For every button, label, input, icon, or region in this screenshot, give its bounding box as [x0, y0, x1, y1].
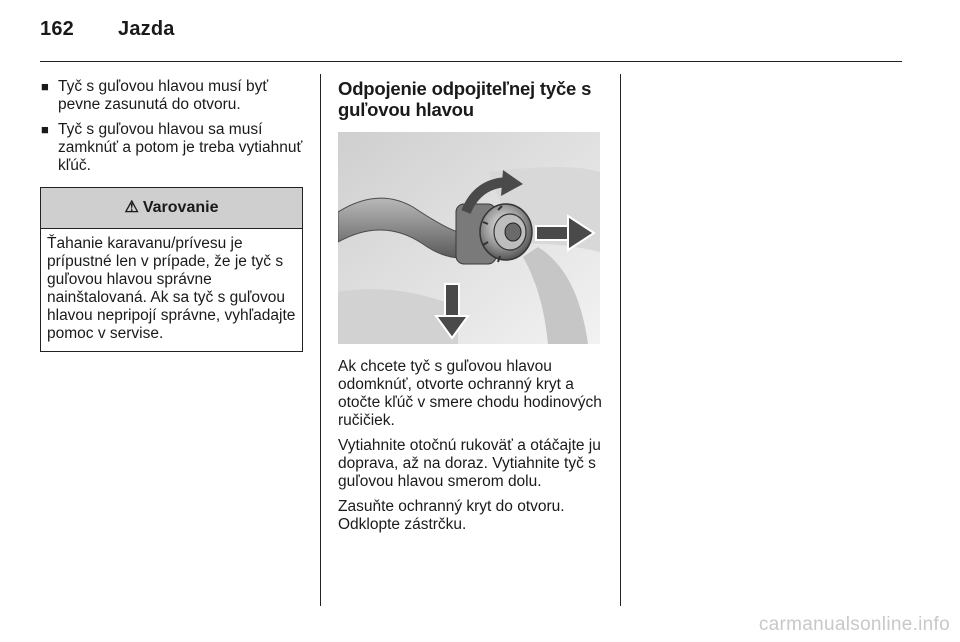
- towbar-illustration: [338, 132, 600, 344]
- left-column: [40, 78, 305, 352]
- instruction-paragraph: Vytiahnite otočnú rukoväť a otáčajte ju doprava, až na doraz. Vytiahnite tyč s guľovou hlavou smerom dolu.: [338, 437, 601, 490]
- warning-text: Ťahanie karavanu/prívesu je prípustné len v prípade, že je tyč s guľovou hlavou správne nainštalovaná. Ak sa tyč s guľovou hlavou nepripojí správne, vyhľadajte pomoc v servise.: [47, 235, 296, 342]
- section-heading: Odpojenie odpojiteľnej tyče s guľovou hlavou: [338, 78, 592, 120]
- right-column: [338, 78, 603, 541]
- bullet-square-icon: ■: [41, 122, 49, 137]
- bullet-text: Tyč s guľovou hlavou sa musí zamknúť a potom je treba vytiahnuť kľúč.: [58, 121, 303, 174]
- bullet-text: Tyč s guľovou hlavou musí byť pevne zasunutá do otvoru.: [58, 78, 269, 113]
- list-item: [40, 78, 305, 114]
- header-rule: [40, 61, 902, 62]
- page-number: 162: [40, 18, 74, 40]
- bullet-square-icon: ■: [41, 79, 49, 94]
- column-divider-right: [620, 74, 621, 606]
- column-divider-left: [320, 74, 321, 606]
- list-item: [40, 121, 305, 175]
- chapter-title: Jazda: [118, 18, 175, 40]
- warning-header: [41, 188, 302, 229]
- warning-box: [40, 187, 303, 352]
- instruction-paragraph: Zasuňte ochranný kryt do otvoru. Odklopte zástrčku.: [338, 498, 565, 533]
- instruction-paragraph: Ak chcete tyč s guľovou hlavou odomknúť, otvorte ochranný kryt a otočte kľúč v smere chodu hodinových ručičiek.: [338, 358, 602, 429]
- bullet-list: [40, 78, 305, 175]
- towbar-photo-image: [338, 132, 600, 344]
- watermark: carmanualsonline.info: [758, 614, 950, 635]
- instructions: [338, 358, 603, 534]
- warning-title: Varovanie: [142, 199, 219, 216]
- warning-triangle-icon: ⚠: [124, 199, 139, 216]
